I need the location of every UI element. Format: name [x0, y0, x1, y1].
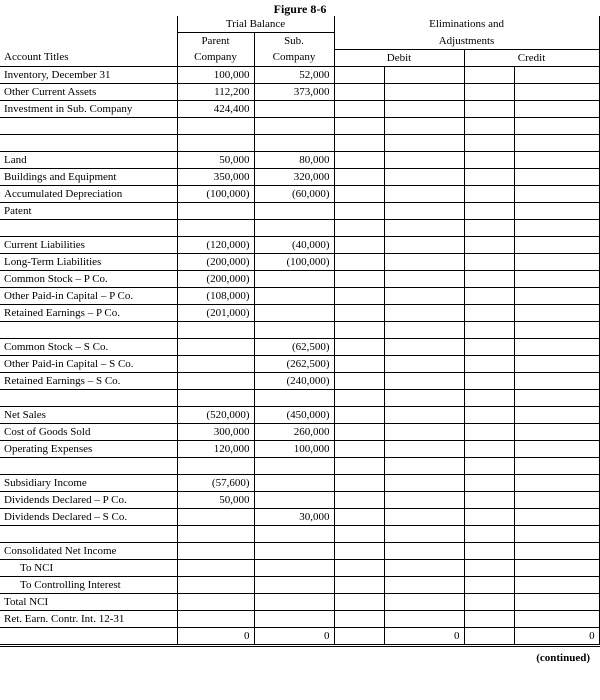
- table-row: [0, 219, 599, 236]
- account-title: [0, 525, 177, 542]
- credit-ref-cell: [464, 270, 514, 287]
- account-title: [0, 134, 177, 151]
- debit-amount-cell: [384, 474, 464, 491]
- sub-amount: [254, 576, 334, 593]
- credit-amount-cell: [514, 304, 599, 321]
- sub-amount: (62,500): [254, 338, 334, 355]
- debit-ref-cell: [334, 151, 384, 168]
- table-row: [0, 66, 599, 83]
- credit-ref-cell: [464, 372, 514, 389]
- credit-amount-cell: [514, 508, 599, 525]
- credit-amount-cell: [514, 338, 599, 355]
- parent-header-line2: Company: [177, 49, 254, 66]
- credit-amount-cell: [514, 83, 599, 100]
- debit-amount-cell: [384, 508, 464, 525]
- account-title: Long-Term Liabilities: [0, 253, 177, 270]
- debit-amount-cell: [384, 304, 464, 321]
- debit-amount-cell: [384, 406, 464, 423]
- header-blank: [0, 33, 177, 50]
- account-title: Net Sales: [0, 406, 177, 423]
- account-title: Dividends Declared – P Co.: [0, 491, 177, 508]
- credit-amount-cell: [514, 593, 599, 610]
- debit-amount-cell: [384, 117, 464, 134]
- credit-amount-cell: [514, 219, 599, 236]
- parent-amount: (520,000): [177, 406, 254, 423]
- sub-amount: [254, 270, 334, 287]
- header-row-1: [0, 16, 599, 33]
- debit-ref-cell: [334, 372, 384, 389]
- sub-amount: [254, 559, 334, 576]
- sub-amount: 373,000: [254, 83, 334, 100]
- credit-amount-cell: [514, 525, 599, 542]
- parent-amount: 300,000: [177, 423, 254, 440]
- account-title: Other Paid-in Capital – P Co.: [0, 287, 177, 304]
- credit-amount-cell: [514, 321, 599, 338]
- eliminations-header-line2: Adjustments: [334, 33, 599, 50]
- account-title: Operating Expenses: [0, 440, 177, 457]
- sub-amount: [254, 321, 334, 338]
- debit-ref-cell: [334, 338, 384, 355]
- credit-amount-cell: [514, 151, 599, 168]
- credit-ref-cell: [464, 525, 514, 542]
- account-title: Other Current Assets: [0, 83, 177, 100]
- credit-ref-cell: [464, 627, 514, 645]
- table-row: [0, 372, 599, 389]
- table-row: [0, 423, 599, 440]
- debit-amount-cell: [384, 321, 464, 338]
- credit-ref-cell: [464, 593, 514, 610]
- sub-amount: 100,000: [254, 440, 334, 457]
- debit-ref-cell: [334, 117, 384, 134]
- account-title: Retained Earnings – P Co.: [0, 304, 177, 321]
- credit-amount-cell: [514, 423, 599, 440]
- credit-amount-cell: [514, 406, 599, 423]
- debit-total: 0: [384, 627, 464, 645]
- sub-amount: [254, 457, 334, 474]
- parent-amount: [177, 576, 254, 593]
- debit-amount-cell: [384, 168, 464, 185]
- account-title: Patent: [0, 202, 177, 219]
- parent-total: 0: [177, 627, 254, 645]
- table-row: [0, 321, 599, 338]
- credit-ref-cell: [464, 508, 514, 525]
- parent-amount: 350,000: [177, 168, 254, 185]
- credit-ref-cell: [464, 389, 514, 406]
- account-title: Investment in Sub. Company: [0, 100, 177, 117]
- credit-amount-cell: [514, 542, 599, 559]
- table-row: [0, 253, 599, 270]
- credit-ref-cell: [464, 83, 514, 100]
- credit-amount-cell: [514, 491, 599, 508]
- debit-ref-cell: [334, 508, 384, 525]
- credit-ref-cell: [464, 457, 514, 474]
- credit-ref-cell: [464, 168, 514, 185]
- credit-ref-cell: [464, 559, 514, 576]
- parent-amount: (200,000): [177, 253, 254, 270]
- debit-amount-cell: [384, 134, 464, 151]
- credit-amount-cell: [514, 474, 599, 491]
- debit-ref-cell: [334, 321, 384, 338]
- credit-ref-cell: [464, 117, 514, 134]
- parent-amount: 50,000: [177, 151, 254, 168]
- account-title: Buildings and Equipment: [0, 168, 177, 185]
- debit-amount-cell: [384, 457, 464, 474]
- account-title: Common Stock – S Co.: [0, 338, 177, 355]
- credit-ref-cell: [464, 542, 514, 559]
- table-row: [0, 185, 599, 202]
- parent-amount: [177, 219, 254, 236]
- parent-amount: (108,000): [177, 287, 254, 304]
- credit-ref-cell: [464, 321, 514, 338]
- debit-amount-cell: [384, 559, 464, 576]
- table-row: [0, 151, 599, 168]
- credit-ref-cell: [464, 338, 514, 355]
- parent-amount: (57,600): [177, 474, 254, 491]
- account-title: To NCI: [0, 559, 177, 576]
- debit-ref-cell: [334, 202, 384, 219]
- sub-header-line1: Sub.: [254, 33, 334, 50]
- sub-header-line2: Company: [254, 49, 334, 66]
- account-title: [0, 321, 177, 338]
- debit-ref-cell: [334, 525, 384, 542]
- sub-amount: (262,500): [254, 355, 334, 372]
- account-title: Consolidated Net Income: [0, 542, 177, 559]
- sub-amount: (240,000): [254, 372, 334, 389]
- sub-amount: [254, 100, 334, 117]
- credit-amount-cell: [514, 457, 599, 474]
- credit-ref-cell: [464, 304, 514, 321]
- debit-amount-cell: [384, 593, 464, 610]
- credit-ref-cell: [464, 134, 514, 151]
- debit-amount-cell: [384, 236, 464, 253]
- table-row: [0, 134, 599, 151]
- credit-ref-cell: [464, 355, 514, 372]
- debit-ref-cell: [334, 457, 384, 474]
- credit-ref-cell: [464, 100, 514, 117]
- parent-amount: [177, 457, 254, 474]
- parent-header-line1: Parent: [177, 33, 254, 50]
- debit-ref-cell: [334, 304, 384, 321]
- credit-amount-cell: [514, 610, 599, 627]
- parent-amount: [177, 134, 254, 151]
- credit-amount-cell: [514, 66, 599, 83]
- debit-amount-cell: [384, 355, 464, 372]
- debit-ref-cell: [334, 406, 384, 423]
- credit-ref-cell: [464, 440, 514, 457]
- parent-amount: [177, 542, 254, 559]
- sub-amount: [254, 593, 334, 610]
- parent-amount: 112,200: [177, 83, 254, 100]
- debit-ref-cell: [334, 423, 384, 440]
- debit-ref-cell: [334, 491, 384, 508]
- account-title: Subsidiary Income: [0, 474, 177, 491]
- table-row: [0, 117, 599, 134]
- credit-ref-cell: [464, 491, 514, 508]
- debit-amount-cell: [384, 338, 464, 355]
- parent-amount: (120,000): [177, 236, 254, 253]
- sub-amount: 260,000: [254, 423, 334, 440]
- sub-amount: [254, 202, 334, 219]
- debit-amount-cell: [384, 100, 464, 117]
- parent-amount: [177, 202, 254, 219]
- debit-header: Debit: [334, 49, 464, 66]
- parent-amount: [177, 117, 254, 134]
- account-title: To Controlling Interest: [0, 576, 177, 593]
- table-row: [0, 304, 599, 321]
- debit-amount-cell: [384, 542, 464, 559]
- table-row: [0, 525, 599, 542]
- figure-title: Figure 8-6: [273, 2, 327, 16]
- header-row-2: [0, 33, 599, 50]
- credit-ref-cell: [464, 151, 514, 168]
- parent-amount: (100,000): [177, 185, 254, 202]
- account-title: [0, 457, 177, 474]
- table-row: [0, 542, 599, 559]
- credit-ref-cell: [464, 219, 514, 236]
- credit-amount-cell: [514, 440, 599, 457]
- credit-total: 0: [514, 627, 599, 645]
- table-row: [0, 610, 599, 627]
- consolidation-worksheet: [0, 16, 600, 647]
- parent-amount: 120,000: [177, 440, 254, 457]
- parent-amount: [177, 508, 254, 525]
- account-title: Dividends Declared – S Co.: [0, 508, 177, 525]
- debit-amount-cell: [384, 440, 464, 457]
- table-row: [0, 270, 599, 287]
- sub-amount: [254, 610, 334, 627]
- credit-header: Credit: [464, 49, 599, 66]
- debit-amount-cell: [384, 83, 464, 100]
- table-row: [0, 355, 599, 372]
- table-row: [0, 338, 599, 355]
- sub-amount: (40,000): [254, 236, 334, 253]
- credit-ref-cell: [464, 576, 514, 593]
- debit-ref-cell: [334, 627, 384, 645]
- debit-ref-cell: [334, 185, 384, 202]
- debit-ref-cell: [334, 389, 384, 406]
- credit-ref-cell: [464, 406, 514, 423]
- debit-ref-cell: [334, 610, 384, 627]
- debit-amount-cell: [384, 525, 464, 542]
- credit-amount-cell: [514, 202, 599, 219]
- credit-ref-cell: [464, 474, 514, 491]
- credit-amount-cell: [514, 355, 599, 372]
- account-title: [0, 389, 177, 406]
- table-row: [0, 474, 599, 491]
- parent-amount: (201,000): [177, 304, 254, 321]
- credit-ref-cell: [464, 253, 514, 270]
- sub-amount: [254, 219, 334, 236]
- sub-amount: 320,000: [254, 168, 334, 185]
- parent-amount: [177, 559, 254, 576]
- credit-amount-cell: [514, 287, 599, 304]
- debit-ref-cell: [334, 355, 384, 372]
- debit-ref-cell: [334, 168, 384, 185]
- table-row: [0, 168, 599, 185]
- debit-amount-cell: [384, 253, 464, 270]
- debit-ref-cell: [334, 593, 384, 610]
- eliminations-header-line1: Eliminations and: [334, 16, 599, 33]
- account-title: Total NCI: [0, 593, 177, 610]
- sub-amount: [254, 474, 334, 491]
- debit-ref-cell: [334, 134, 384, 151]
- parent-amount: (200,000): [177, 270, 254, 287]
- debit-ref-cell: [334, 253, 384, 270]
- debit-ref-cell: [334, 236, 384, 253]
- parent-amount: 100,000: [177, 66, 254, 83]
- account-title: [0, 117, 177, 134]
- debit-ref-cell: [334, 219, 384, 236]
- totals-row: [0, 627, 599, 645]
- sub-amount: [254, 525, 334, 542]
- parent-amount: [177, 338, 254, 355]
- parent-amount: [177, 593, 254, 610]
- account-title: Land: [0, 151, 177, 168]
- table-row: [0, 406, 599, 423]
- credit-ref-cell: [464, 202, 514, 219]
- credit-amount-cell: [514, 253, 599, 270]
- table-row: [0, 559, 599, 576]
- debit-amount-cell: [384, 66, 464, 83]
- credit-ref-cell: [464, 287, 514, 304]
- debit-amount-cell: [384, 219, 464, 236]
- sub-amount: [254, 542, 334, 559]
- debit-ref-cell: [334, 440, 384, 457]
- sub-amount: [254, 117, 334, 134]
- credit-amount-cell: [514, 576, 599, 593]
- debit-ref-cell: [334, 270, 384, 287]
- table-row: [0, 508, 599, 525]
- sub-amount: 30,000: [254, 508, 334, 525]
- debit-ref-cell: [334, 83, 384, 100]
- table-row: [0, 236, 599, 253]
- debit-ref-cell: [334, 66, 384, 83]
- debit-ref-cell: [334, 559, 384, 576]
- account-title: Retained Earnings – S Co.: [0, 372, 177, 389]
- debit-amount-cell: [384, 185, 464, 202]
- sub-total: 0: [254, 627, 334, 645]
- debit-amount-cell: [384, 270, 464, 287]
- sub-amount: (60,000): [254, 185, 334, 202]
- totals-label: [0, 627, 177, 645]
- credit-amount-cell: [514, 236, 599, 253]
- debit-ref-cell: [334, 100, 384, 117]
- credit-amount-cell: [514, 559, 599, 576]
- parent-amount: [177, 321, 254, 338]
- credit-ref-cell: [464, 610, 514, 627]
- debit-amount-cell: [384, 389, 464, 406]
- table-row: [0, 83, 599, 100]
- debit-ref-cell: [334, 287, 384, 304]
- debit-ref-cell: [334, 542, 384, 559]
- account-titles-header: Account Titles: [0, 49, 177, 66]
- sub-amount: (450,000): [254, 406, 334, 423]
- debit-amount-cell: [384, 151, 464, 168]
- debit-amount-cell: [384, 491, 464, 508]
- credit-amount-cell: [514, 372, 599, 389]
- sub-amount: [254, 491, 334, 508]
- header-blank: [0, 16, 177, 33]
- account-title: Ret. Earn. Contr. Int. 12-31: [0, 610, 177, 627]
- credit-amount-cell: [514, 185, 599, 202]
- sub-amount: [254, 134, 334, 151]
- credit-ref-cell: [464, 236, 514, 253]
- debit-ref-cell: [334, 576, 384, 593]
- table-row: [0, 593, 599, 610]
- table-row: [0, 440, 599, 457]
- sub-amount: (100,000): [254, 253, 334, 270]
- header-row-3: [0, 49, 599, 66]
- credit-ref-cell: [464, 66, 514, 83]
- account-title: Common Stock – P Co.: [0, 270, 177, 287]
- credit-amount-cell: [514, 168, 599, 185]
- parent-amount: [177, 610, 254, 627]
- sub-amount: [254, 389, 334, 406]
- credit-amount-cell: [514, 389, 599, 406]
- credit-amount-cell: [514, 134, 599, 151]
- parent-amount: [177, 389, 254, 406]
- credit-amount-cell: [514, 270, 599, 287]
- debit-amount-cell: [384, 423, 464, 440]
- account-title: Inventory, December 31: [0, 66, 177, 83]
- credit-ref-cell: [464, 185, 514, 202]
- credit-ref-cell: [464, 423, 514, 440]
- table-row: [0, 100, 599, 117]
- parent-amount: 424,400: [177, 100, 254, 117]
- sub-amount: [254, 304, 334, 321]
- sub-amount: [254, 287, 334, 304]
- debit-amount-cell: [384, 576, 464, 593]
- table-row: [0, 287, 599, 304]
- debit-amount-cell: [384, 610, 464, 627]
- parent-amount: [177, 372, 254, 389]
- account-title: [0, 219, 177, 236]
- account-title: Other Paid-in Capital – S Co.: [0, 355, 177, 372]
- credit-amount-cell: [514, 100, 599, 117]
- table-row: [0, 202, 599, 219]
- table-row: [0, 457, 599, 474]
- account-title: Cost of Goods Sold: [0, 423, 177, 440]
- credit-amount-cell: [514, 117, 599, 134]
- table-row: [0, 389, 599, 406]
- parent-amount: 50,000: [177, 491, 254, 508]
- table-row: [0, 576, 599, 593]
- account-title: Current Liabilities: [0, 236, 177, 253]
- debit-amount-cell: [384, 372, 464, 389]
- debit-amount-cell: [384, 202, 464, 219]
- table-row: [0, 491, 599, 508]
- parent-amount: [177, 525, 254, 542]
- parent-amount: [177, 355, 254, 372]
- debit-ref-cell: [334, 474, 384, 491]
- account-title: Accumulated Depreciation: [0, 185, 177, 202]
- sub-amount: 52,000: [254, 66, 334, 83]
- debit-amount-cell: [384, 287, 464, 304]
- trial-balance-header: Trial Balance: [177, 16, 334, 33]
- sub-amount: 80,000: [254, 151, 334, 168]
- continued-note: (continued): [536, 652, 590, 664]
